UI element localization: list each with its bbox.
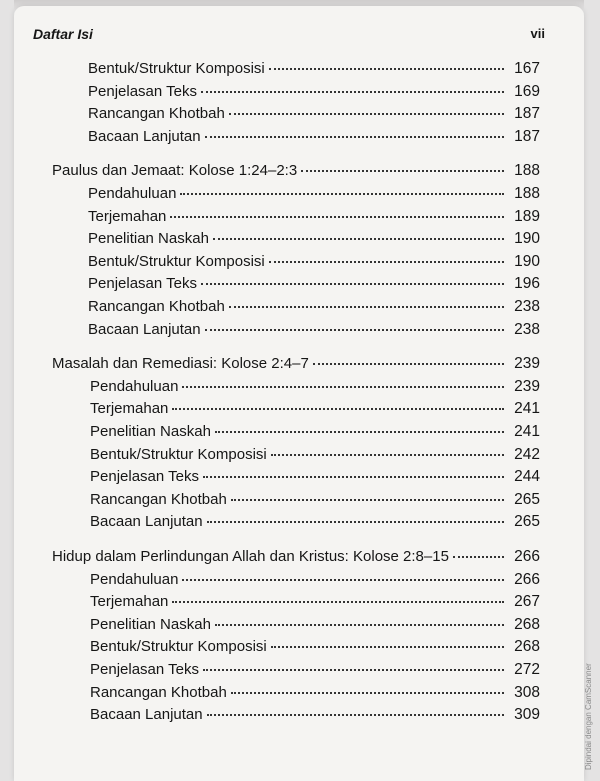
toc-page-number: 239 — [514, 378, 540, 395]
toc-entry — [90, 398, 540, 420]
toc-entry-title: Bacaan Lanjutan — [90, 706, 203, 723]
toc-entry-title: Hidup dalam Perlindungan Allah dan Kristus: Kolose 2:8–15 — [52, 548, 449, 565]
toc-entry — [88, 183, 540, 205]
toc-section-heading — [52, 546, 540, 568]
toc-page-number: 188 — [514, 185, 540, 202]
toc-entry-title: Paulus dan Jemaat: Kolose 1:24–2:3 — [52, 162, 298, 179]
toc-entry — [90, 569, 540, 591]
toc-entry — [90, 489, 540, 511]
toc-entry-title: Penelitian Naskah — [90, 616, 211, 633]
toc-page-number: 268 — [514, 638, 540, 655]
toc-entry — [88, 206, 540, 228]
toc-entry — [88, 273, 540, 295]
dot-leader — [203, 464, 504, 478]
toc-page-number: 242 — [514, 446, 540, 463]
toc-entry — [90, 466, 540, 488]
toc-entry — [88, 296, 540, 318]
dot-leader — [170, 204, 504, 218]
running-head-title: Daftar Isi — [33, 26, 93, 42]
toc-page-number: 188 — [514, 162, 540, 179]
dot-leader — [172, 589, 504, 603]
toc-entry-title: Bacaan Lanjutan — [90, 513, 203, 530]
toc-entry-title: Bentuk/Struktur Komposisi — [90, 446, 267, 463]
toc-section-heading — [52, 353, 540, 375]
toc-entry — [90, 444, 540, 466]
toc-entry-title: Rancangan Khotbah — [90, 491, 227, 508]
toc-entry-title: Masalah dan Remediasi: Kolose 2:4–7 — [52, 355, 309, 372]
toc-section-heading — [52, 160, 540, 182]
toc-entry — [90, 421, 540, 443]
dot-leader — [271, 634, 504, 648]
toc-page-number: 189 — [514, 208, 540, 225]
toc-page-number: 190 — [514, 230, 540, 247]
toc-entry-title: Bentuk/Struktur Komposisi — [90, 638, 267, 655]
toc-page-number: 265 — [514, 491, 540, 508]
dot-leader — [301, 158, 504, 172]
toc-entry-title: Penjelasan Teks — [88, 275, 197, 292]
toc-page-number: 238 — [514, 321, 540, 338]
toc-page-number: 167 — [514, 60, 540, 77]
running-head-page-number: vii — [530, 26, 545, 41]
dot-leader — [207, 702, 504, 716]
dot-leader — [229, 101, 504, 115]
toc-entry — [88, 319, 540, 341]
toc-page-number: 272 — [514, 661, 540, 678]
dot-leader — [313, 351, 504, 365]
toc-entry — [88, 251, 540, 273]
toc-entry — [90, 614, 540, 636]
toc-entry — [90, 591, 540, 613]
toc-entry-title: Rancangan Khotbah — [88, 298, 225, 315]
dot-leader — [201, 271, 504, 285]
toc-page-number: 187 — [514, 105, 540, 122]
toc-entry-title: Penjelasan Teks — [90, 661, 199, 678]
dot-leader — [269, 56, 504, 70]
toc-entry-title: Bentuk/Struktur Komposisi — [88, 60, 265, 77]
dot-leader — [269, 249, 504, 263]
toc-entry-title: Penelitian Naskah — [88, 230, 209, 247]
toc-entry — [88, 58, 540, 80]
toc-entry-title: Bacaan Lanjutan — [88, 128, 201, 145]
dot-leader — [207, 509, 504, 523]
running-head — [33, 26, 545, 46]
toc-entry — [90, 704, 540, 726]
dot-leader — [180, 181, 504, 195]
toc-page-number: 309 — [514, 706, 540, 723]
dot-leader — [271, 442, 504, 456]
toc-entry-title: Pendahuluan — [88, 185, 177, 202]
toc-page-number: 238 — [514, 298, 540, 315]
toc-page-number: 241 — [514, 400, 540, 417]
toc-page-number: 241 — [514, 423, 540, 440]
toc-entry-title: Terjemahan — [88, 208, 167, 225]
toc-page-number: 190 — [514, 253, 540, 270]
toc-page-number: 266 — [514, 571, 540, 588]
dot-leader — [229, 294, 504, 308]
toc-page-number: 265 — [514, 513, 540, 530]
toc-entry — [88, 126, 540, 148]
toc-page-number: 196 — [514, 275, 540, 292]
dot-leader — [172, 396, 504, 410]
toc-page-number: 169 — [514, 83, 540, 100]
toc-entry-title: Terjemahan — [90, 593, 169, 610]
toc-entry-title: Rancangan Khotbah — [88, 105, 225, 122]
toc-entry-title: Penjelasan Teks — [90, 468, 199, 485]
dot-leader — [231, 487, 504, 501]
dot-leader — [203, 657, 504, 671]
toc-entry-title: Bacaan Lanjutan — [88, 321, 201, 338]
toc-page-number: 244 — [514, 468, 540, 485]
dot-leader — [182, 374, 504, 388]
dot-leader — [205, 124, 504, 138]
toc-entry — [90, 376, 540, 398]
toc-entry — [90, 636, 540, 658]
toc-page-number: 268 — [514, 616, 540, 633]
toc-entry — [90, 659, 540, 681]
toc-page-number: 239 — [514, 355, 540, 372]
dot-leader — [215, 419, 504, 433]
toc-entry — [90, 511, 540, 533]
scanner-watermark: Dipindai dengan CamScanner — [584, 663, 593, 770]
dot-leader — [182, 567, 504, 581]
toc-entry-title: Terjemahan — [90, 400, 169, 417]
toc-entry-title: Penelitian Naskah — [90, 423, 211, 440]
toc-entry — [88, 81, 540, 103]
toc-entry-title: Pendahuluan — [90, 378, 179, 395]
toc-page-number: 266 — [514, 548, 540, 565]
toc-entry — [90, 682, 540, 704]
dot-leader — [205, 317, 504, 331]
dot-leader — [215, 612, 504, 626]
toc-entry-title: Penjelasan Teks — [88, 83, 197, 100]
toc-entry — [88, 228, 540, 250]
dot-leader — [453, 544, 504, 558]
dot-leader — [231, 680, 504, 694]
toc-entry-title: Bentuk/Struktur Komposisi — [88, 253, 265, 270]
toc-page-number: 267 — [514, 593, 540, 610]
toc-page-number: 187 — [514, 128, 540, 145]
toc-entry-title: Pendahuluan — [90, 571, 179, 588]
dot-leader — [213, 226, 504, 240]
toc-entry — [88, 103, 540, 125]
toc-page-number: 308 — [514, 684, 540, 701]
toc-entry-title: Rancangan Khotbah — [90, 684, 227, 701]
dot-leader — [201, 79, 504, 93]
